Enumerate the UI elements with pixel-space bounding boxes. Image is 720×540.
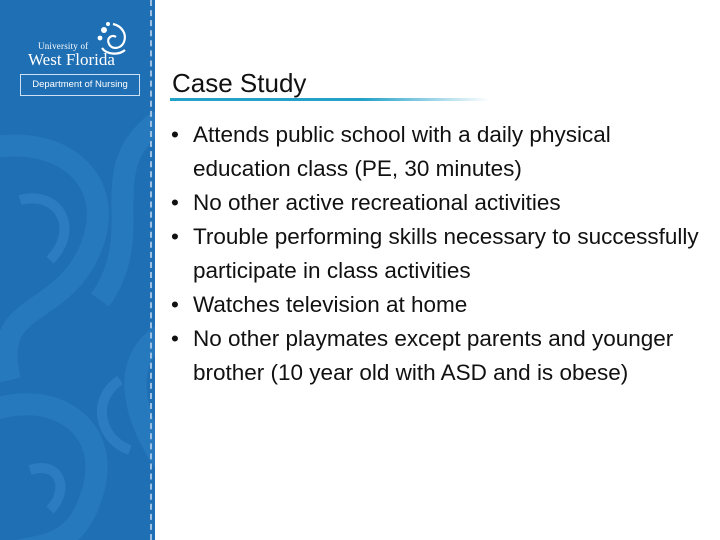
bullet-icon: • bbox=[171, 224, 179, 249]
logo-university-of: University of bbox=[38, 41, 89, 51]
list-item bbox=[170, 288, 710, 322]
list-item bbox=[170, 322, 710, 390]
bullet-icon: • bbox=[171, 326, 179, 351]
title-underline bbox=[170, 98, 490, 101]
bullet-list bbox=[170, 118, 710, 390]
bullet-text: No other active recreational activities bbox=[193, 190, 561, 215]
list-item bbox=[170, 186, 710, 220]
logo-west-florida: West Florida bbox=[28, 50, 115, 69]
bullet-text: Attends public school with a daily physical education class (PE, 30 minutes) bbox=[193, 122, 611, 181]
bullet-icon: • bbox=[171, 292, 179, 317]
department-label: Department of Nursing bbox=[32, 79, 128, 90]
sidebar-panel bbox=[0, 0, 155, 540]
bullet-text: Watches television at home bbox=[193, 292, 468, 317]
list-item bbox=[170, 118, 710, 186]
bullet-text: No other playmates except parents and younger brother (10 year old with ASD and is obese) bbox=[193, 326, 674, 385]
bullet-icon: • bbox=[171, 122, 179, 147]
bullet-text: Trouble performing skills necessary to successfully participate in class activities bbox=[193, 224, 699, 283]
list-item bbox=[170, 220, 710, 288]
department-banner bbox=[20, 74, 140, 96]
slide-title: Case Study bbox=[172, 68, 307, 98]
sidebar-divider bbox=[150, 0, 152, 540]
bullet-icon: • bbox=[171, 190, 179, 215]
